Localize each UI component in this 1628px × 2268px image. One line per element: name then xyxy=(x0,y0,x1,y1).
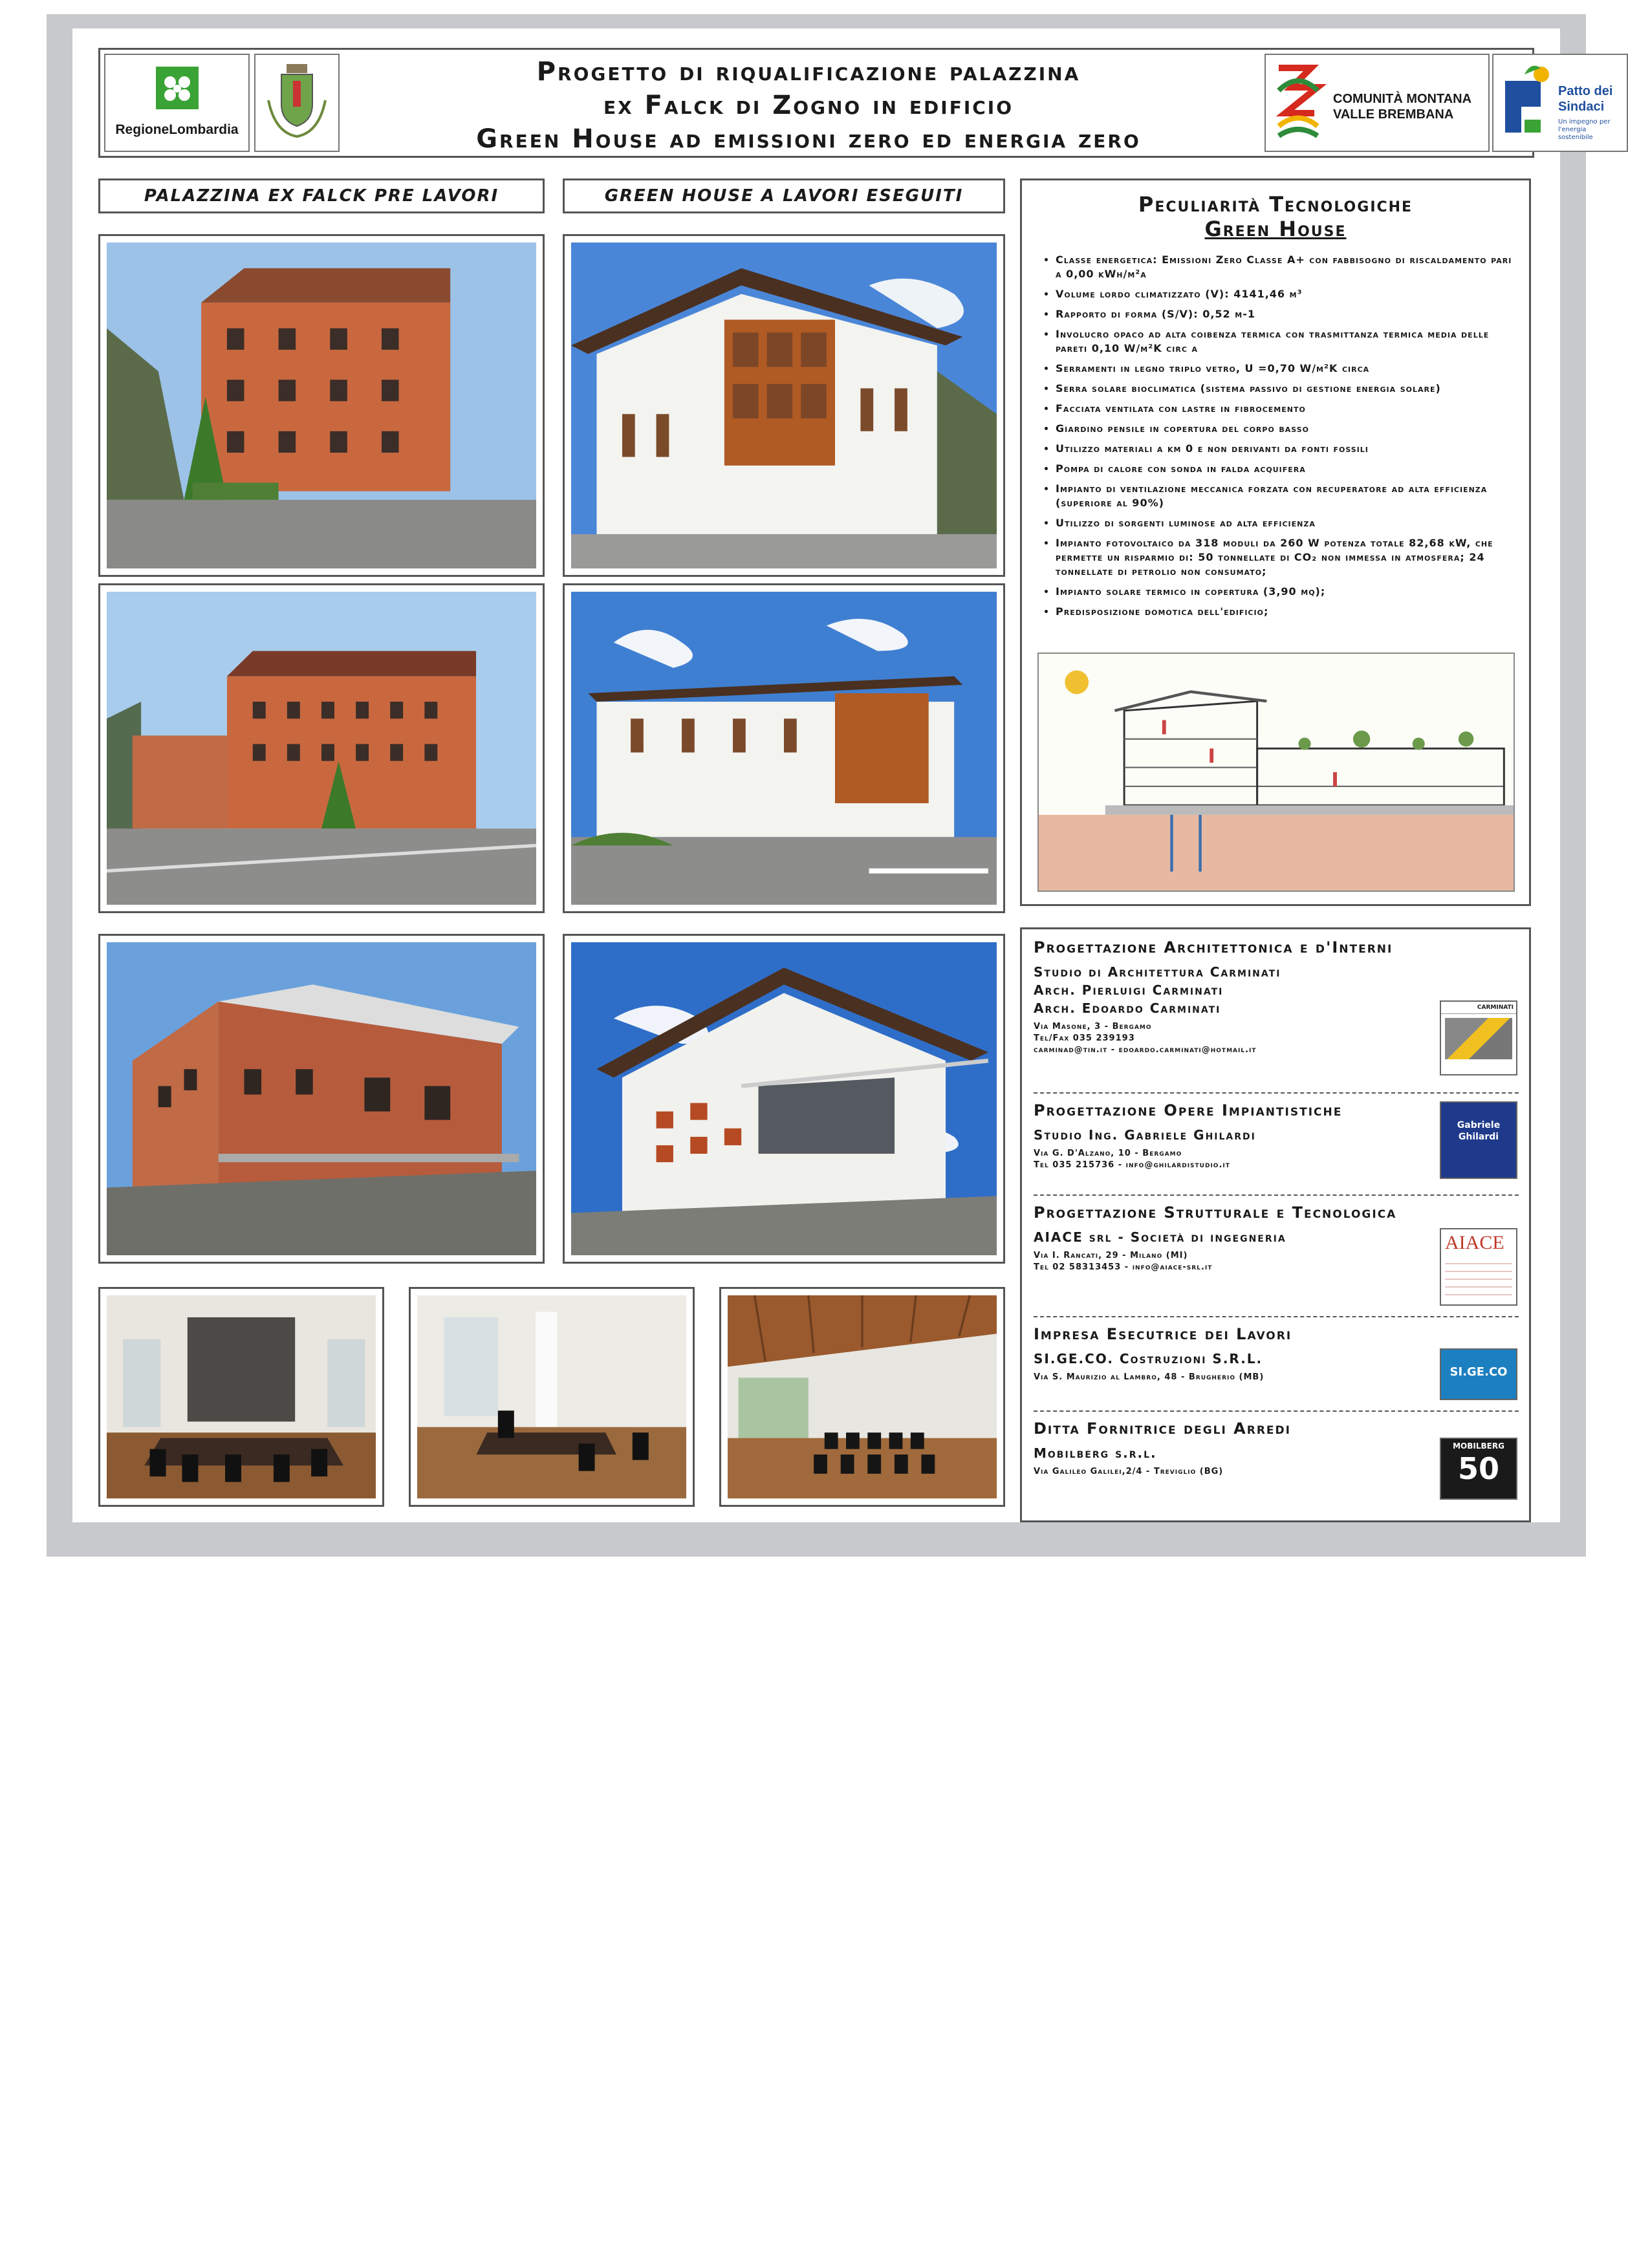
caption-before: PALAZZINA EX FALCK PRE LAVORI xyxy=(98,178,545,213)
photo-before-2 xyxy=(98,583,545,913)
comunita-montana-logo xyxy=(1264,54,1490,152)
feature-item: • Impianto fotovoltaico da 318 moduli da 260 W potenza totale 82,68 kW, che permette un risparmio di: 50 tonnellate di CO₂ non immessa in atmosfera; 24 tonnellate di petrolio non consumato; xyxy=(1056,536,1514,579)
sigeco-badge-label: SI.GE.CO xyxy=(1449,1365,1508,1379)
credit-name: Arch. Edoardo Carminati xyxy=(1034,1000,1221,1016)
feature-item: • Involucro opaco ad alta coibenza termica con trasmittanza termica media delle pareti 0,10 W/m²K circ a xyxy=(1056,327,1514,356)
building-before-front-icon xyxy=(107,243,536,568)
regione-lombardia-label: RegioneLombardia xyxy=(115,122,239,137)
features-subtitle: Green House xyxy=(1204,217,1347,241)
patto-dei-sindaci-emblem-icon xyxy=(1499,55,1557,151)
building-after-side-icon xyxy=(571,592,997,905)
credit-phone: Tel/Fax 035 239193 xyxy=(1034,1033,1135,1043)
photo-after-1 xyxy=(563,234,1005,577)
caption-after: GREEN HOUSE A LAVORI ESEGUITI xyxy=(563,178,1005,213)
credit-phone: Tel 035 215736 - info@ghilardistudio.it xyxy=(1034,1160,1230,1170)
credit-name: Studio di Architettura Carminati xyxy=(1034,964,1281,980)
credit-title: Ditta Fornitrice degli Arredi xyxy=(1034,1420,1291,1438)
photo-interior-3 xyxy=(719,1287,1005,1507)
ghilardi-badge xyxy=(1440,1101,1517,1179)
project-title xyxy=(372,55,1245,156)
feature-item: • Rapporto di forma (S/V): 0,52 m-1 xyxy=(1056,307,1514,321)
patto-subtitle: Un impegno per l'energia sostenibile xyxy=(1558,118,1611,141)
building-before-side-icon xyxy=(107,592,536,905)
building-after-rear-icon xyxy=(571,942,997,1255)
building-after-front-icon xyxy=(571,243,997,568)
title-line-1: Progetto di riqualificazione palazzina xyxy=(536,57,1081,87)
credit-address: Via G. D'Alzano, 10 - Bergamo xyxy=(1034,1149,1182,1158)
feature-item: • Facciata ventilata con lastre in fibrocemento xyxy=(1056,402,1514,416)
sigeco-badge xyxy=(1440,1348,1517,1400)
title-line-3: Green House ad emissioni zero ed energia zero xyxy=(476,124,1141,154)
credit-title: Progettazione Strutturale e Tecnologica xyxy=(1034,1204,1397,1222)
feature-item: • Volume lordo climatizzato (V): 4141,46 m³ xyxy=(1056,287,1514,301)
credit-name: SI.GE.CO. Costruzioni S.R.L. xyxy=(1034,1351,1263,1366)
regione-lombardia-logo xyxy=(104,54,250,152)
credit-address: Via Galileo Galilei,2/4 - Treviglio (BG) xyxy=(1034,1467,1224,1476)
mobilberg-badge-label: 50 xyxy=(1457,1451,1499,1486)
credit-email: carminad@tin.it - edoardo.carminati@hotmail.it xyxy=(1034,1045,1257,1055)
building-section-drawing xyxy=(1037,653,1515,892)
mobilberg-badge xyxy=(1440,1438,1517,1500)
features-panel xyxy=(1020,178,1531,906)
photo-after-2 xyxy=(563,583,1005,913)
photo-before-3 xyxy=(98,934,545,1264)
zogno-coat-of-arms xyxy=(254,54,340,152)
feature-item: • Serramenti in legno triplo vetro, U =0,70 W/m²K circa xyxy=(1056,362,1514,376)
carminati-badge xyxy=(1440,1000,1517,1075)
comunita-montana-emblem-icon xyxy=(1272,55,1330,151)
comunita-line-2: VALLE BREMBANA xyxy=(1333,107,1454,122)
credit-name: AIACE srl - Società di ingegneria xyxy=(1034,1229,1286,1245)
credit-name: Studio Ing. Gabriele Ghilardi xyxy=(1034,1127,1256,1143)
credit-phone: Tel 02 58313453 - info@aiace-srl.it xyxy=(1034,1262,1213,1272)
credit-address: Via I. Rancati, 29 - Milano (MI) xyxy=(1034,1251,1188,1260)
feature-item: • Utilizzo di sorgenti luminose ad alta efficienza xyxy=(1056,516,1514,530)
feature-item: • Classe energetica: Emissioni Zero Classe A+ con fabbisogno di riscaldamento pari a 0,00 kWh/m²a xyxy=(1056,253,1514,281)
photo-interior-1 xyxy=(98,1287,384,1507)
aiace-badge xyxy=(1440,1228,1517,1306)
feature-item: • Impianto solare termico in copertura (3,90 mq); xyxy=(1056,585,1514,599)
comunita-line-1: COMUNITÀ MONTANA xyxy=(1333,92,1472,106)
photo-before-1 xyxy=(98,234,545,577)
feature-item: • Predisposizione domotica dell'edificio; xyxy=(1056,605,1514,619)
photo-after-3 xyxy=(563,934,1005,1264)
cross-section-icon xyxy=(1039,654,1514,891)
photo-interior-2 xyxy=(409,1287,695,1507)
patto-line-2: Sindaci xyxy=(1558,100,1605,114)
interior-meeting-room-icon xyxy=(107,1295,376,1498)
carminati-badge-label: CARMINATI xyxy=(1441,1002,1516,1014)
feature-item: • Giardino pensile in copertura del corpo basso xyxy=(1056,422,1514,436)
credit-name: Arch. Pierluigi Carminati xyxy=(1034,982,1224,998)
ghilardi-badge-label: Gabriele Ghilardi xyxy=(1457,1120,1501,1142)
credits-panel xyxy=(1020,927,1531,1522)
credit-name: Mobilberg s.r.l. xyxy=(1034,1445,1157,1461)
interior-office-icon xyxy=(417,1295,686,1498)
credit-address: Via Masone, 3 - Bergamo xyxy=(1034,1022,1152,1031)
building-before-rear-icon xyxy=(107,942,536,1255)
feature-item: • Serra solare bioclimatica (sistema passivo di gestione energia solare) xyxy=(1056,382,1514,396)
interior-conference-hall-icon xyxy=(728,1295,997,1498)
features-list xyxy=(1022,253,1529,619)
feature-item: • Impianto di ventilazione meccanica forzata con recuperatore ad alta efficienza (superiore al 90%) xyxy=(1056,482,1514,510)
features-title: Peculiarità Tecnologiche xyxy=(1138,192,1413,217)
credit-address: Via S. Maurizio al Lambro, 48 - Brugherio (MB) xyxy=(1034,1372,1264,1382)
poster-panel xyxy=(72,28,1613,1522)
mobilberg-badge-top: MOBILBERG xyxy=(1453,1442,1504,1451)
coat-of-arms-icon xyxy=(255,55,338,151)
credit-title: Progettazione Architettonica e d'Interni xyxy=(1034,938,1393,956)
aiace-badge-label: AIACE xyxy=(1445,1232,1504,1253)
header xyxy=(98,48,1613,158)
feature-item: • Utilizzo materiali a km 0 e non derivanti da fonti fossili xyxy=(1056,442,1514,456)
credit-title: Progettazione Opere Impiantistiche xyxy=(1034,1101,1343,1119)
patto-line-1: Patto dei xyxy=(1558,84,1613,98)
credit-title: Impresa Esecutrice dei Lavori xyxy=(1034,1325,1292,1343)
patto-dei-sindaci-logo xyxy=(1492,54,1628,152)
title-line-2: ex Falck di Zogno in edificio xyxy=(603,91,1014,120)
feature-item: • Pompa di calore con sonda in falda acquifera xyxy=(1056,462,1514,476)
